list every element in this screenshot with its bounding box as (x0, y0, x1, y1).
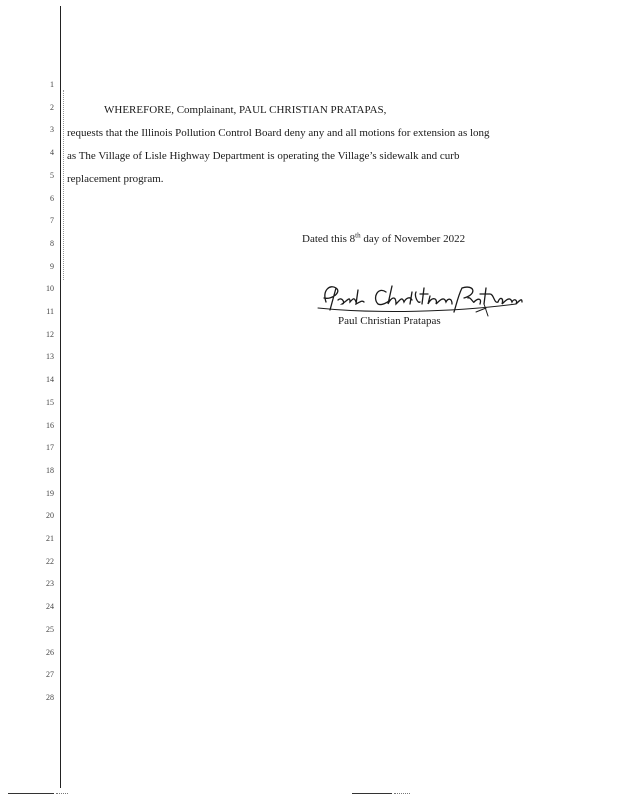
line-number: 4 (50, 148, 54, 158)
footer-rule-center (352, 793, 392, 794)
line-number: 6 (50, 193, 54, 203)
line-number: 24 (46, 602, 54, 612)
line-number: 21 (46, 534, 54, 543)
line-number: 2 (50, 102, 54, 112)
dated-superscript: th (355, 231, 361, 240)
line-number: 1 (50, 80, 54, 89)
line-number: 8 (50, 238, 54, 248)
footer-rule-left (8, 793, 54, 794)
paragraph-line-4: replacement program. (67, 173, 164, 185)
line-number: 13 (46, 352, 54, 362)
dated-line (302, 232, 465, 246)
line-number: 5 (50, 170, 54, 180)
line-number: 16 (46, 420, 54, 430)
line-number: 3 (50, 125, 54, 135)
line-number: 22 (46, 556, 54, 566)
line-number: 14 (46, 375, 54, 385)
line-number: 28 (46, 692, 54, 702)
dated-prefix: Dated this 8 (302, 233, 356, 245)
line-number: 27 (46, 670, 54, 680)
line-number: 23 (46, 579, 54, 589)
dated-suffix: day of November 2022 (360, 233, 466, 245)
line-number: 26 (46, 647, 54, 657)
line-number: 15 (46, 397, 54, 407)
line-number: 17 (46, 443, 54, 453)
line-number: 19 (46, 488, 54, 498)
line-number: 11 (46, 307, 54, 316)
line-number: 25 (46, 624, 54, 634)
left-margin-rule (60, 6, 61, 788)
paragraph-line-2: requests that the Illinois Pollution Control Board deny any and all motions for extension as long (67, 127, 490, 139)
paragraph-line-3: as The Village of Lisle Highway Department is operating the Village’s sidewalk and curb (67, 150, 460, 162)
line-number: 18 (46, 465, 54, 475)
handwritten-signature (316, 278, 526, 318)
line-number: 12 (46, 329, 54, 339)
footer-rule-left-dots (56, 793, 68, 794)
footer-rule-center-dots (394, 793, 410, 794)
signer-name: Paul Christian Pratapas (338, 315, 441, 327)
paragraph-line-1: WHEREFORE, Complainant, PAUL CHRISTIAN PRATAPAS, (104, 104, 387, 116)
left-margin-dotted-rule (63, 90, 64, 280)
line-number: 20 (46, 511, 54, 521)
line-number: 10 (46, 284, 54, 294)
line-number: 9 (50, 261, 54, 271)
line-number: 7 (50, 216, 54, 226)
